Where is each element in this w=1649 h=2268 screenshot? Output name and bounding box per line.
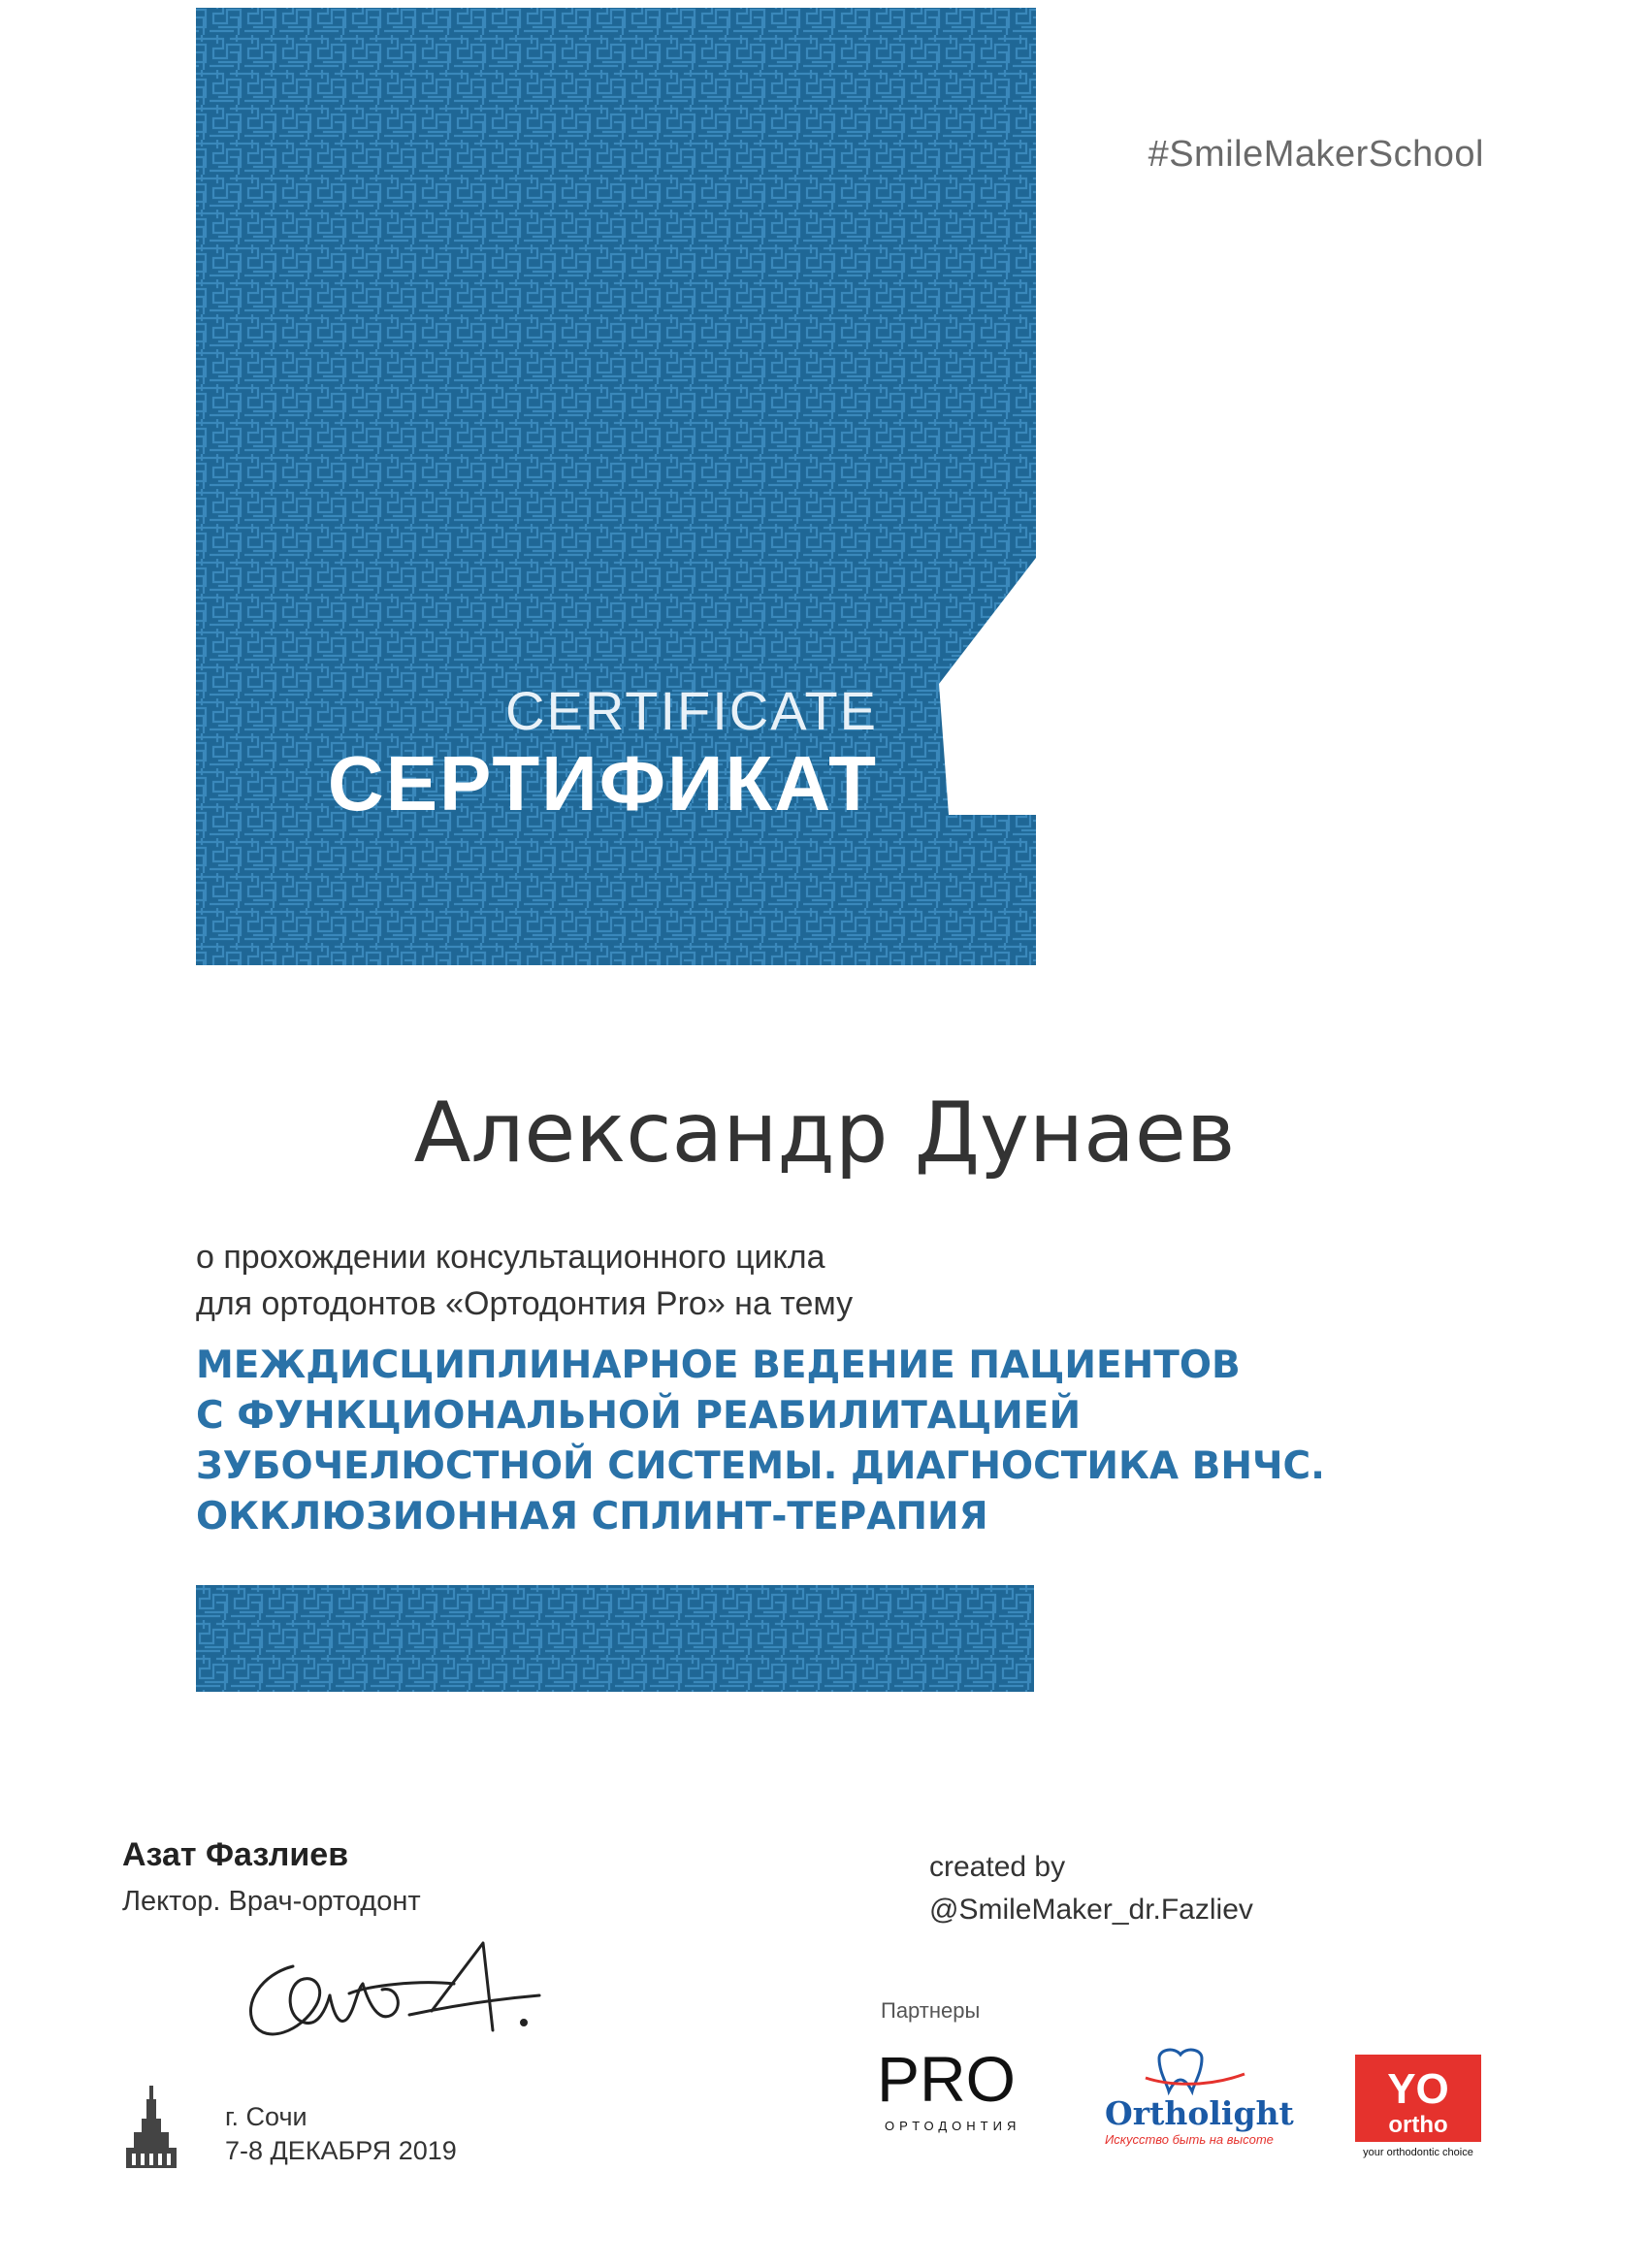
created-by — [929, 1846, 1253, 1931]
school-hashtag: #SmileMakerSchool — [1148, 134, 1484, 175]
lecturer-role: Лектор. Врач-ортодонт — [122, 1886, 421, 1917]
course-topic — [196, 1341, 1325, 1542]
ortholight-logo-text: Ortholight — [1105, 2094, 1294, 2132]
yo-tagline: your orthodontic choice — [1363, 2147, 1473, 2158]
event-date: 7-8 ДЕКАБРЯ 2019 — [225, 2136, 457, 2165]
city-building-icon — [122, 2086, 180, 2168]
description-text — [196, 1234, 853, 1327]
pro-ortodontia-logo — [875, 2037, 1059, 2144]
certificate-title-ru: СЕРТИФИКАТ — [327, 740, 878, 826]
yo-logo-subtext: ortho — [1388, 2112, 1448, 2138]
topic-line-1: МЕЖДИСЦИПЛИНАРНОЕ ВЕДЕНИЕ ПАЦИЕНТОВ — [196, 1344, 1241, 1387]
yo-logo-text: YO — [1387, 2065, 1449, 2113]
ortholight-logo — [1101, 2045, 1300, 2152]
event-city: г. Сочи — [225, 2102, 307, 2131]
created-by-label: created by — [929, 1851, 1066, 1883]
topic-line-4: ОККЛЮЗИОННАЯ СПЛИНТ-ТЕРАПИЯ — [196, 1495, 988, 1539]
certificate-title-en: CERTIFICATE — [505, 680, 878, 741]
lecturer-signature — [233, 1926, 543, 2052]
pro-logo-subtext: ОРТОДОНТИЯ — [885, 2119, 1021, 2133]
description-line-2: для ортодонтов «Ортодонтия Pro» на тему — [196, 1285, 854, 1322]
recipient-name: Александр Дунаев — [413, 1085, 1236, 1182]
topic-line-3: ЗУБОЧЕЛЮСТНОЙ СИСТЕМЫ. ДИАГНОСТИКА ВНЧС. — [196, 1444, 1325, 1488]
topic-line-2: С ФУНКЦИОНАЛЬНОЙ РЕАБИЛИТАЦИЕЙ — [196, 1394, 1082, 1438]
pro-logo-text: PRO — [877, 2043, 1017, 2115]
creator-handle: @SmileMaker_dr.Fazliev — [929, 1894, 1253, 1926]
yo-ortho-logo — [1353, 2055, 1489, 2161]
tooth-icon — [1146, 2050, 1245, 2091]
lecturer-name: Азат Фазлиев — [122, 1836, 349, 1873]
ortholight-tagline: Искусство быть на высоте — [1105, 2132, 1274, 2147]
description-line-1: о прохождении консультационного цикла — [196, 1239, 825, 1276]
decorative-pattern-strip — [196, 1585, 1034, 1692]
partners-label: Партнеры — [881, 1998, 981, 2023]
